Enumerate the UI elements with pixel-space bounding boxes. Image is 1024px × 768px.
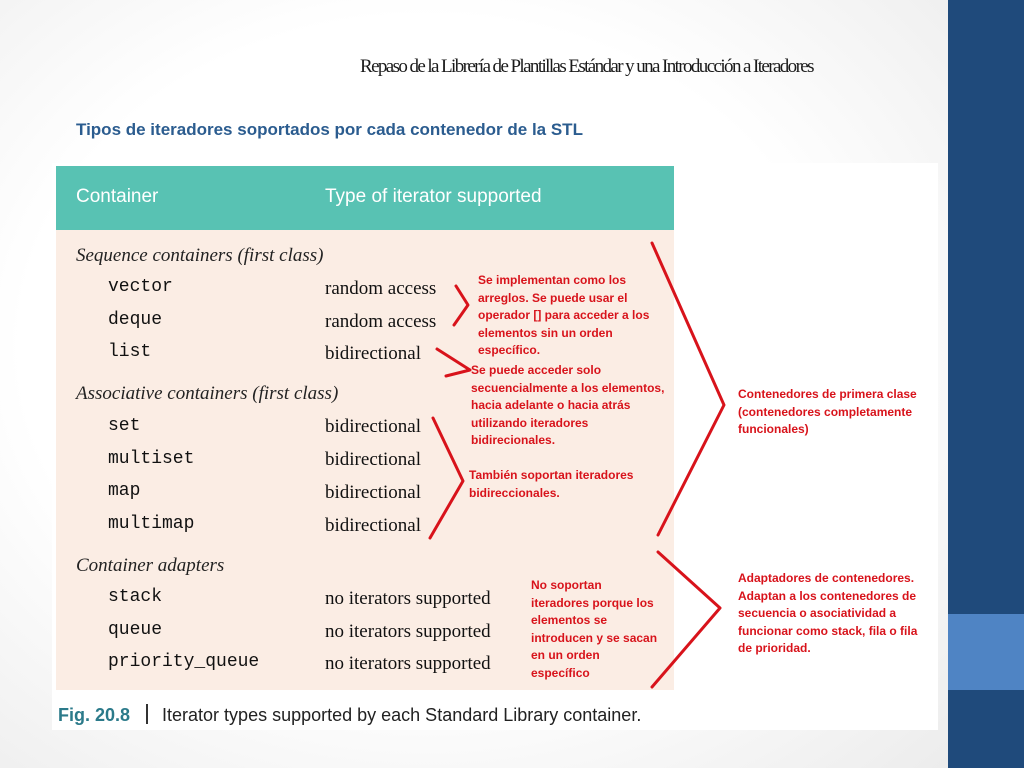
note-line: También soportan iteradores [469, 468, 634, 482]
container-name: deque [108, 310, 163, 330]
note-adapters-iterators [531, 577, 657, 682]
note-line: Adaptan a los contenedores de [738, 588, 917, 603]
note-associative [469, 467, 633, 502]
note-line: de prioridad. [738, 641, 811, 655]
container-name: multiset [108, 449, 195, 469]
container-name: list [108, 342, 152, 362]
header-container: Container [76, 186, 159, 207]
note-line: bidireccionales. [469, 485, 560, 500]
container-name: priority_queue [108, 652, 260, 672]
note-first-class [738, 386, 917, 439]
iterator-type: bidirectional [325, 416, 422, 437]
iterator-type: bidirectional [325, 482, 422, 503]
figure-number: Fig. 20.8 [58, 705, 131, 725]
note-line: Adaptadores de contenedores. [738, 571, 915, 585]
iterator-type: bidirectional [325, 343, 422, 364]
slide-subtitle: Tipos de iteradores soportados por cada contenedor de la STL [76, 120, 583, 139]
brace-random-access [454, 286, 468, 325]
note-line: Contenedores de primera clase [738, 387, 917, 401]
group-title: Sequence containers (first class) [76, 245, 324, 266]
iterator-type: bidirectional [325, 449, 422, 470]
iterator-type: random access [325, 311, 437, 332]
note-line: Se implementan como los [478, 273, 627, 287]
note-list [471, 362, 664, 450]
note-line: utilizando iteradores [471, 415, 589, 430]
container-name: vector [108, 277, 173, 297]
iterator-type: no iterators supported [325, 588, 491, 609]
note-line: secuencia o asociatividad a [738, 606, 897, 620]
group-title: Associative containers (first class) [76, 383, 339, 404]
note-line: Se puede acceder solo [471, 363, 602, 377]
brace-associative [430, 418, 463, 538]
header-iterator-type: Type of iterator supported [325, 186, 542, 207]
container-name: multimap [108, 514, 195, 534]
iterator-type: random access [325, 278, 437, 299]
note-line: funcionar como stack, fila o fila [738, 623, 918, 638]
note-line: arreglos. Se puede usar el [478, 290, 628, 305]
note-line: elementos sin un orden [478, 325, 613, 340]
container-name: map [108, 481, 141, 501]
note-line: operador [] para acceder a los [478, 308, 650, 322]
note-line: hacia adelante o hacia atrás [471, 398, 631, 412]
arrow-list [437, 349, 470, 376]
iterator-type: no iterators supported [325, 621, 491, 642]
group-title: Container adapters [76, 555, 225, 576]
note-line: iteradores porque los [531, 595, 654, 610]
iterator-type: bidirectional [325, 515, 422, 536]
container-name: stack [108, 587, 163, 607]
iterator-type: no iterators supported [325, 653, 491, 674]
note-line: (contenedores completamente [738, 404, 913, 419]
note-line: elementos se [531, 613, 608, 627]
note-container-adapters [738, 570, 917, 658]
note-line: funcionales) [738, 422, 809, 436]
note-line: No soportan [531, 578, 602, 592]
container-name: queue [108, 620, 163, 640]
note-line: secuencialmente a los elementos, [471, 380, 665, 395]
brace-adapters [652, 552, 720, 687]
note-line: específico. [478, 343, 541, 357]
note-line: en un orden [531, 648, 600, 662]
note-line: específico [531, 665, 590, 680]
note-line: introducen y se sacan [531, 630, 658, 645]
slide-title: Repaso de la Librería de Plantillas Estándar y una Introducción a Iteradores [360, 56, 813, 77]
container-name: set [108, 416, 141, 436]
figure-caption-text: Iterator types supported by each Standard Library container. [162, 705, 642, 725]
note-line: bidirecionales. [471, 433, 556, 447]
note-random-access [478, 272, 649, 360]
